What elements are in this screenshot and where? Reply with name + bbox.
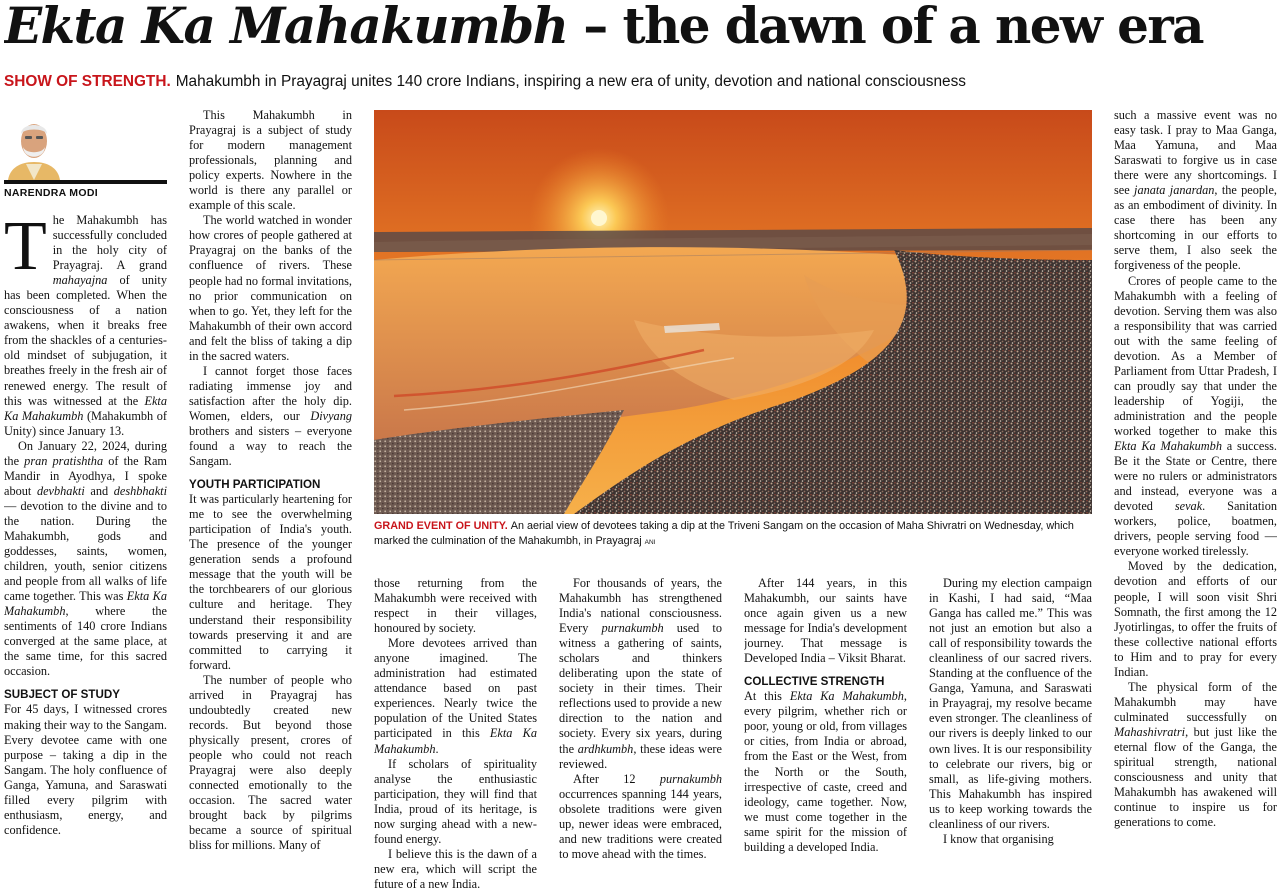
col4-italic: purnakumbh — [601, 621, 664, 636]
col5-subhead: COLLECTIVE STRENGTH — [744, 675, 885, 689]
caption-text: An aerial view of devotees taking a dip at the Triveni Sangam on the occasion of Maha Shivratri on Wednesday, which marked the culmination of the Mahakumbh, in Prayagraj — [374, 520, 1074, 547]
col2-para-3 — [189, 364, 352, 469]
col5-italic: Ekta Ka Mahakumbh — [789, 689, 904, 704]
col1-text: of the Ram Mandir in Ayodhya, I spoke about — [4, 453, 167, 498]
col3-para-4: I believe this is the dawn of a new era, which will script the future of a new India. — [374, 846, 537, 891]
col7-para-2 — [1114, 274, 1277, 560]
col2-para-1: This Mahakumbh in Prayagraj is a subject of study for modern management professionals, planning and policy experts. Nowhere in the world is there any parallel or example of this scale. — [189, 108, 352, 213]
headline — [4, 0, 1276, 56]
photo-caption — [374, 519, 1092, 550]
col2-italic: Divyang — [310, 408, 352, 423]
col1-text: , where the sentiments of 140 crore Indians converged at the same place, at the same time, for this sacred occasion. — [4, 604, 167, 679]
col4-para-2 — [559, 772, 722, 862]
col2-para-4: It was particularly heartening for me to see the overwhelming participation of India's youth. The presence of the younger generation sends a profound message that the youth will be the torchbearers of our glorious culture and heritage. They understand their responsibility towards preserving it and are committed to carrying it forward. — [189, 492, 352, 672]
column-1 — [4, 213, 167, 894]
caption-kicker: GRAND EVENT OF UNITY. — [374, 520, 508, 532]
col1-para-3: For 45 days, I witnessed crores making their way to the Sangam. Every devotee came with one purpose – taking a dip in the Sangam. The holy confluence of Ganga, Yamuna, and Saraswati filled every pilgrim with enthusiasm, energy, and confidence. — [4, 702, 167, 837]
column-7 — [1114, 108, 1277, 894]
col1-italic: devbhakti — [36, 483, 85, 498]
author-rule — [4, 180, 167, 184]
col4-text: occurrences spanning 144 years, obsolete traditions were given up, newer ideas were embraced, and new traditions were created to move ahead with the times. — [559, 786, 722, 861]
col7-text: , the people, as an embodiment of divinity. In case there has been any shortcoming in our efforts to serve them, I also seek the forgiveness of the people. — [1114, 183, 1277, 273]
headline-rest: – the dawn of a new era — [567, 0, 1203, 55]
col6-para-2: I know that organising — [943, 831, 1054, 846]
col1-italic: pran pratishtha — [24, 453, 104, 468]
col1-text: of unity has been completed. When the consciousness of a nation awakens, when it breaks free from the shackles of a centuries-old mindset of subjugation, it breathes freely in the fresh air of renewed energy. The result of this was witnessed at the — [4, 273, 167, 408]
col4-italic: purnakumbh — [659, 771, 722, 786]
col4-text: used to witness a gathering of saints, scholars and thinkers deliberating upon the state of society in their times. Their reflections used to provide a new direction to the nation and society. Every six years, during the — [559, 621, 722, 756]
deck-text: Mahakumbh in Prayagraj unites 140 crore Indians, inspiring a new era of unity, devotion and national consciousness — [175, 73, 966, 90]
col4-text: After 12 — [573, 771, 660, 786]
col2-subhead: YOUTH PARTICIPATION — [189, 478, 321, 492]
dropcap: T — [4, 213, 47, 285]
col7-text: such a massive event was no easy task. I pray to Maa Ganga, Maa Yamuna, and Maa Saraswati to forgive us in case there were any shortcomings. I see — [1114, 108, 1277, 198]
portrait-photo — [6, 110, 62, 180]
aerial-photo — [374, 110, 1092, 514]
column-4 — [559, 576, 722, 894]
col1-italic: Ekta Ka Mahakumbh — [4, 393, 167, 423]
col3-italic: Ekta Ka Mahakumbh — [374, 726, 537, 756]
headline-italic: Ekta Ka Mahakumbh — [4, 0, 568, 55]
col1-italic: mahayajna — [52, 273, 108, 288]
col1-subhead: SUBJECT OF STUDY — [4, 688, 120, 702]
col7-para-3: Moved by the dedication, devotion and efforts of our people, I will soon visit Shri Somnath, the first among the 12 Jyotirlingas, to offer the fruits of these collective national efforts to Him and to pray for every Indian. — [1114, 559, 1277, 679]
col3-text: More devotees arrived than anyone imagined. The administration had estimated attendance based on past experiences. Nearly twice the population of the United States participated in this — [374, 636, 537, 741]
col1-italic: Ekta Ka Mahakumbh — [4, 589, 167, 619]
col6-para-1: During my election campaign in Kashi, I had said, “Maa Ganga has called me.” This was not just an emotion but also a call of responsibility towards the cleanliness of our sacred rivers. Standing at the confluence of the Ganga, Yamuna, and Saraswati in Prayagraj, my resolve became even stronger. The cleanliness of our rivers is deeply linked to our own lives. It is our responsibility to celebrate our rivers, big or small, as life-giving mothers. This Mahakumbh has inspired us to keep working towards the cleanliness of our rivers. — [929, 576, 1092, 831]
col5-text: At this — [744, 689, 790, 704]
col4-text: , these ideas were reviewed. — [559, 741, 722, 771]
col1-text: On January 22, 2024, during the — [4, 438, 167, 468]
col7-text: , but just like the eternal flow of the Ganga, the spiritual strength, national consciousness and unity that Mahakumbh has awakened will continue to inspire us for generations to come. — [1114, 724, 1277, 830]
byline: NARENDRA MODI — [4, 187, 98, 199]
col3-para-1: those returning from the Mahakumbh were received with respect in their villages, honoured by society. — [374, 576, 537, 636]
column-6 — [929, 576, 1092, 894]
col1-text: — devotion to the divine and to the nation. During the Mahakumbh, gods and goddesses, saints, women, children, youth, senior citizens and people from all walks of life came together. This was — [4, 498, 167, 604]
col7-italic: janata janardan — [1134, 183, 1215, 198]
col4-para-1 — [559, 576, 722, 772]
col2-para-2: The world watched in wonder how crores of people gathered at Prayagraj on the banks of the confluence of rivers. These people had no formal invitations, no prior communication on when to go. Yet, they left for the Mahakumbh of their own accord and felt the bliss of taking a dip in the sacred waters. — [189, 213, 352, 363]
col3-para-2 — [374, 636, 537, 756]
col2-para-5: The number of people who arrived in Prayagraj has undoubtedly created new records. But beyond those physically present, crores of people who could not reach Prayagraj were also deeply connected emotionally to the occasion. The sacred water brought back by pilgrims became a source of spiritual bliss for millions. Many of — [189, 672, 352, 853]
col7-para-1 — [1114, 108, 1277, 274]
col7-para-4 — [1114, 680, 1277, 830]
col4-italic: ardhkumbh — [577, 741, 634, 756]
col1-text: he Mahakumbh has successfully concluded in the holy city of Prayagraj. A grand — [52, 213, 167, 273]
col5-para-2 — [744, 689, 907, 855]
col1-text: (Mahakumbh of Unity) since January 13. — [4, 408, 167, 438]
col7-text: a success. Be it the State or Centre, there were no rulers or administrators and instead, everyone was a devoted — [1114, 439, 1277, 514]
col5-para-1: After 144 years, in this Mahakumbh, our saints have once again given us a new message for India's development journey. That message is Developed India – Viksit Bharat. — [744, 576, 907, 666]
col3-para-3: If scholars of spirituality analyse the enthusiastic participation, they will find that India, proud of its heritage, is now surging ahead with a new-found energy. — [374, 756, 537, 846]
col7-italic: Mahashivratri — [1114, 724, 1186, 739]
photo-credit: ANI — [644, 539, 656, 546]
col7-italic: Ekta Ka Mahakumbh — [1114, 439, 1222, 454]
col1-italic: deshbhakti — [113, 483, 167, 498]
col2-text: I cannot forget those faces radiating immense joy and satisfaction after the holy dip. Women, elders, our — [189, 363, 352, 423]
col7-text: The physical form of the Mahakumbh may have culminated successfully on — [1114, 679, 1277, 724]
col2-text: brothers and sisters – everyone found a way to reach the Sangam. — [189, 423, 352, 469]
column-3 — [374, 576, 537, 894]
author-block — [4, 106, 167, 202]
column-2 — [189, 108, 352, 894]
col7-italic: sevak — [1174, 499, 1203, 514]
col3-text: . — [435, 741, 439, 756]
col7-text: . Sanitation workers, police, boatmen, drivers, people serving food — everyone worked tirelessly. — [1114, 499, 1277, 559]
col1-para-2 — [4, 439, 167, 680]
column-5 — [744, 576, 907, 894]
deck-kicker: SHOW OF STRENGTH. — [4, 73, 171, 90]
col5-text: , every pilgrim, whether rich or poor, young or old, from villages or cities, from India or abroad, from the East or the West, from the North or the South, irrespective of caste, creed and ideology, came together. Now, we must come together in the same spirit for the mission of building a developed India. — [744, 689, 907, 854]
deck — [4, 72, 1276, 92]
col1-text: and — [84, 483, 114, 498]
col1-para-1 — [4, 213, 167, 439]
col4-text: For thousands of years, the Mahakumbh has strengthened India's national consciousness. Every — [559, 576, 722, 636]
col7-text: Crores of people came to the Mahakumbh with a feeling of devotion. Serving them was also a responsibility that was carried out with the same feeling of devotion. As a Member of Parliament from Uttar Pradesh, I can proudly say that under the leadership of Yogiji, the administration and the people worked together to make this — [1114, 273, 1277, 438]
